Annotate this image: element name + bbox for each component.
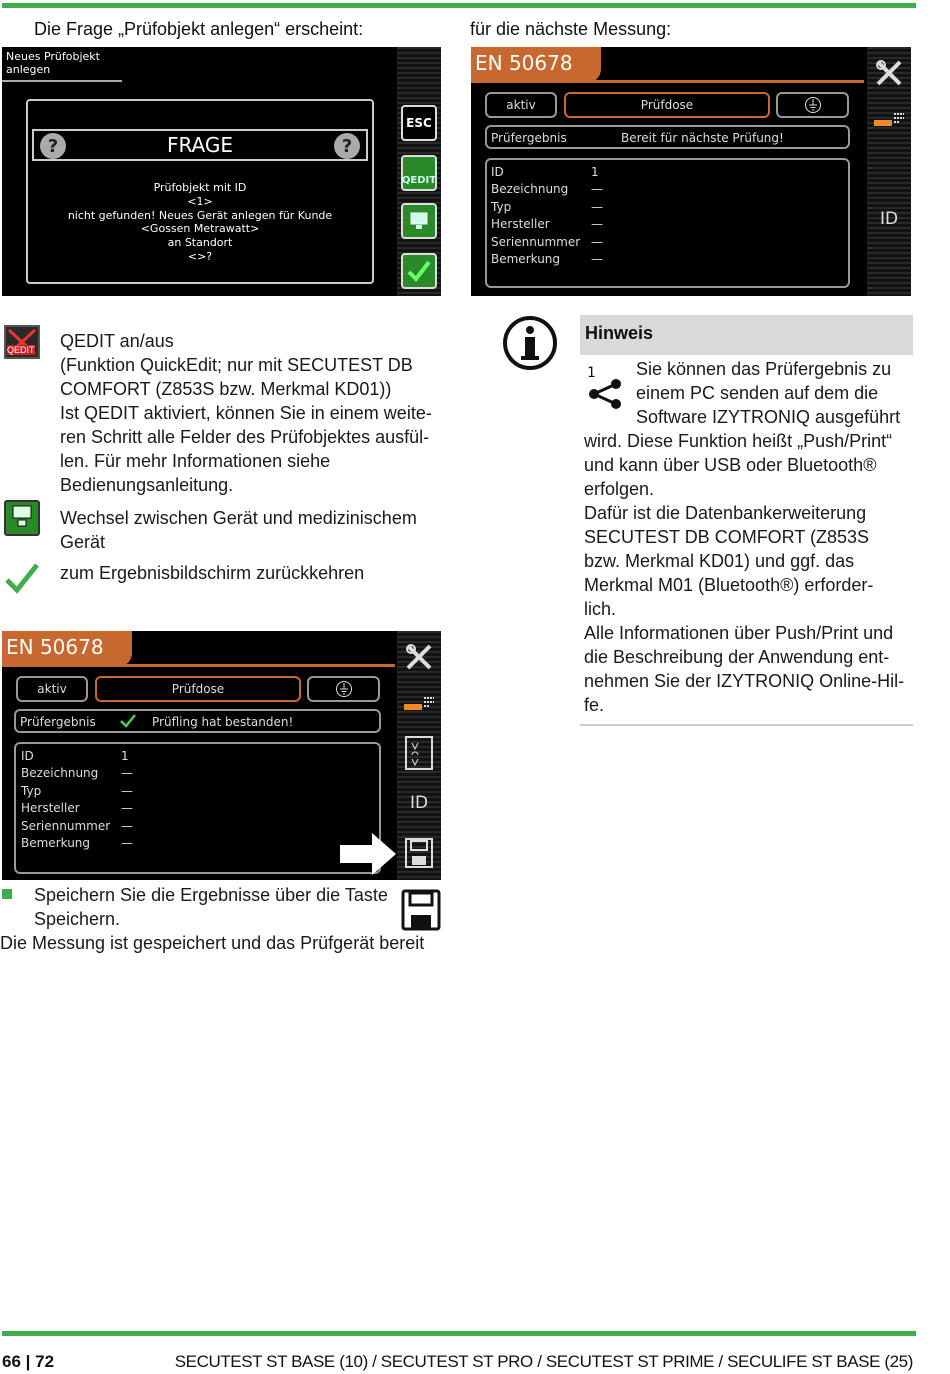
dialog-screen <box>2 47 441 296</box>
field-key: Bezeichnung <box>491 182 569 197</box>
result-text: Prüfling hat bestanden! <box>152 715 294 729</box>
text-line: nehmen Sie der IZYTRONIQ Online-Hil- <box>584 671 905 691</box>
back-description: zum Ergebnisbildschirm zurückkehren <box>60 563 365 583</box>
field-value: — <box>121 766 133 781</box>
device-icon <box>408 210 430 232</box>
question-icon: ? <box>334 133 360 159</box>
field-value: — <box>121 801 133 816</box>
page-number: 66 | 72 <box>2 1352 55 1371</box>
text-line: ren Schritt alle Felder des Prüfobjektes ausfül- <box>60 427 430 447</box>
text-line: Alle Informationen über Push/Print und <box>584 623 894 643</box>
check-icon <box>406 258 432 284</box>
text-line: wird. Diese Funktion heißt „Push/Print“ <box>584 431 893 451</box>
title-underline <box>2 80 122 82</box>
next-measurement-screen <box>471 47 911 296</box>
sequence-icon <box>402 692 436 718</box>
dialog-window-title: Neues Prüfobjekt anlegen <box>6 50 100 76</box>
result-text: Bereit für nächste Prüfung! <box>621 131 784 145</box>
screen-sidebar <box>397 631 441 880</box>
field-row <box>21 748 133 765</box>
field-key: ID <box>21 749 34 763</box>
text-line: QEDIT an/aus <box>60 331 174 351</box>
field-row <box>491 234 603 251</box>
floppy-disk-icon <box>404 837 434 869</box>
device-switch-icon <box>4 500 40 536</box>
values-button[interactable] <box>401 735 437 771</box>
field-value: 1 <box>121 749 129 763</box>
floppy-disk-icon <box>401 889 441 936</box>
switch-description <box>60 506 450 554</box>
field-row <box>21 835 133 852</box>
earth-pill[interactable] <box>776 92 849 118</box>
tools-icon <box>404 642 434 672</box>
esc-button[interactable]: ESC <box>401 105 437 141</box>
share-icon <box>586 364 626 415</box>
text-line: bzw. Merkmal KD01) und ggf. das <box>584 551 855 571</box>
caption-left: Die Frage „Prüfobjekt anlegen“ erscheint: <box>34 19 364 39</box>
status-pill[interactable]: aktiv <box>485 92 557 118</box>
text-line: Sie können das Prüfergebnis zu <box>636 359 892 379</box>
info-icon <box>502 315 558 376</box>
top-rule <box>2 3 916 8</box>
field-row <box>491 251 603 268</box>
text-line: erfolgen. <box>584 479 655 499</box>
text-line: (Funktion QuickEdit; nur mit SECUTEST DB <box>60 355 413 375</box>
id-button[interactable]: ID <box>879 209 899 229</box>
field-row <box>21 783 133 800</box>
field-list <box>21 748 133 852</box>
footer-products: SECUTEST ST BASE (10) / SECUTEST ST PRO / SECUTEST ST PRIME / SECULIFE ST BASE (25) <box>174 1352 913 1371</box>
tools-icon <box>874 58 904 88</box>
confirm-button[interactable] <box>401 253 437 289</box>
save-button[interactable] <box>401 835 437 871</box>
qedit-button[interactable]: QEDIT <box>401 155 437 191</box>
standard-tab[interactable]: EN 50678 <box>471 47 601 83</box>
settings-button[interactable] <box>401 639 437 675</box>
text-line: COMFORT (Z853S bzw. Merkmal KD01)) <box>60 379 392 399</box>
field-list <box>491 164 603 268</box>
measure-mode-button[interactable] <box>871 103 907 139</box>
arrow-right-icon <box>340 831 398 877</box>
text-line: und kann über USB oder Bluetooth® <box>584 455 877 475</box>
bullet-square <box>2 889 12 899</box>
text-line: SECUTEST DB COMFORT (Z853S <box>584 527 870 547</box>
note-body <box>584 429 916 717</box>
field-row <box>21 818 133 835</box>
field-value: — <box>591 252 603 267</box>
field-key: Seriennummer <box>491 234 581 249</box>
earth-icon <box>335 680 353 698</box>
caption-right: für die nächste Messung: <box>470 19 672 39</box>
qedit-off-icon <box>4 325 40 359</box>
text-line: Speichern. <box>34 909 121 929</box>
field-value: — <box>591 199 603 214</box>
field-row <box>491 164 603 181</box>
field-value: — <box>121 783 133 798</box>
field-row <box>21 800 133 817</box>
text-line: Software IZYTRONIQ ausgeführt <box>636 407 901 427</box>
field-row <box>491 199 603 216</box>
field-value: — <box>591 182 603 197</box>
standard-underline <box>2 664 395 667</box>
text-line: fe. <box>584 695 605 715</box>
socket-pill[interactable]: Prüfdose <box>95 676 301 702</box>
text-line: Wechsel zwischen Gerät und medizinischem <box>60 508 417 528</box>
earth-icon <box>804 96 822 114</box>
text-line: die Beschreibung der Anwendung ent- <box>584 647 890 667</box>
status-pill[interactable]: aktiv <box>16 676 88 702</box>
check-icon <box>4 560 40 596</box>
text-line: Ist QEDIT aktiviert, können Sie in einem weite- <box>60 403 432 423</box>
qedit-icon-label: QEDIT <box>7 345 35 355</box>
field-value: 1 <box>591 165 599 179</box>
note-title: Hinweis <box>580 315 913 355</box>
standard-underline <box>471 80 864 83</box>
dialog-heading-text: FRAGE <box>166 133 234 157</box>
field-row <box>491 181 603 198</box>
text-line: len. Für mehr Informationen siehe <box>60 451 331 471</box>
field-key: ID <box>491 165 504 179</box>
text-line: einem PC senden auf dem die <box>636 383 879 403</box>
id-button[interactable]: ID <box>409 793 429 813</box>
field-row <box>491 216 603 233</box>
field-key: Bezeichnung <box>21 766 99 781</box>
text-line: Merkmal M01 (Bluetooth®) erforder- <box>584 575 874 595</box>
field-key: Hersteller <box>491 217 550 232</box>
settings-button[interactable] <box>871 55 907 91</box>
field-key: Hersteller <box>21 801 80 816</box>
svg-text:1: 1 <box>587 365 596 381</box>
field-key: Typ <box>21 783 42 798</box>
text-line: Speichern Sie die Ergebnisse über die Taste <box>34 885 388 905</box>
field-key: Seriennummer <box>21 818 111 833</box>
text-line: lich. <box>584 599 617 619</box>
field-value: — <box>591 234 603 249</box>
save-instruction <box>34 883 388 931</box>
sequence-icon <box>872 108 906 134</box>
text-line: Gerät <box>60 532 106 552</box>
result-screen <box>2 631 441 880</box>
field-key: Bemerkung <box>491 252 561 267</box>
field-row <box>21 765 133 782</box>
qedit-description <box>60 329 450 497</box>
note-intro <box>636 357 916 429</box>
field-value: — <box>121 836 133 851</box>
field-key: Typ <box>491 199 512 214</box>
field-value: — <box>591 217 603 232</box>
field-value: — <box>121 818 133 833</box>
screen-sidebar <box>397 47 441 296</box>
save-result-text: Die Messung ist gespeichert und das Prüfgerät bereit <box>0 933 425 953</box>
field-key: Bemerkung <box>21 836 91 851</box>
earth-pill[interactable] <box>307 676 380 702</box>
screen-sidebar <box>867 47 911 296</box>
device-switch-button[interactable] <box>401 203 437 239</box>
passed-check-icon <box>120 714 136 728</box>
result-label: Prüfergebnis <box>20 715 96 729</box>
result-label: Prüfergebnis <box>491 131 567 145</box>
dialog-message: Prüfobjekt mit ID <1> nicht gefunden! Neues Gerät anlegen für Kunde <Gossen Metrawatt> an Standort <>? <box>67 181 333 263</box>
units-icon <box>404 735 434 771</box>
text-line: Dafür ist die Datenbankerweiterung <box>584 503 867 523</box>
dialog-heading <box>32 129 368 161</box>
measure-mode-button[interactable] <box>401 687 437 723</box>
text-line: Bedienungsanleitung. <box>60 475 234 495</box>
socket-pill[interactable]: Prüfdose <box>564 92 770 118</box>
question-icon: ? <box>40 133 66 159</box>
standard-tab[interactable]: EN 50678 <box>2 631 132 667</box>
note-bottom-rule <box>580 724 913 726</box>
bottom-rule <box>2 1331 916 1336</box>
